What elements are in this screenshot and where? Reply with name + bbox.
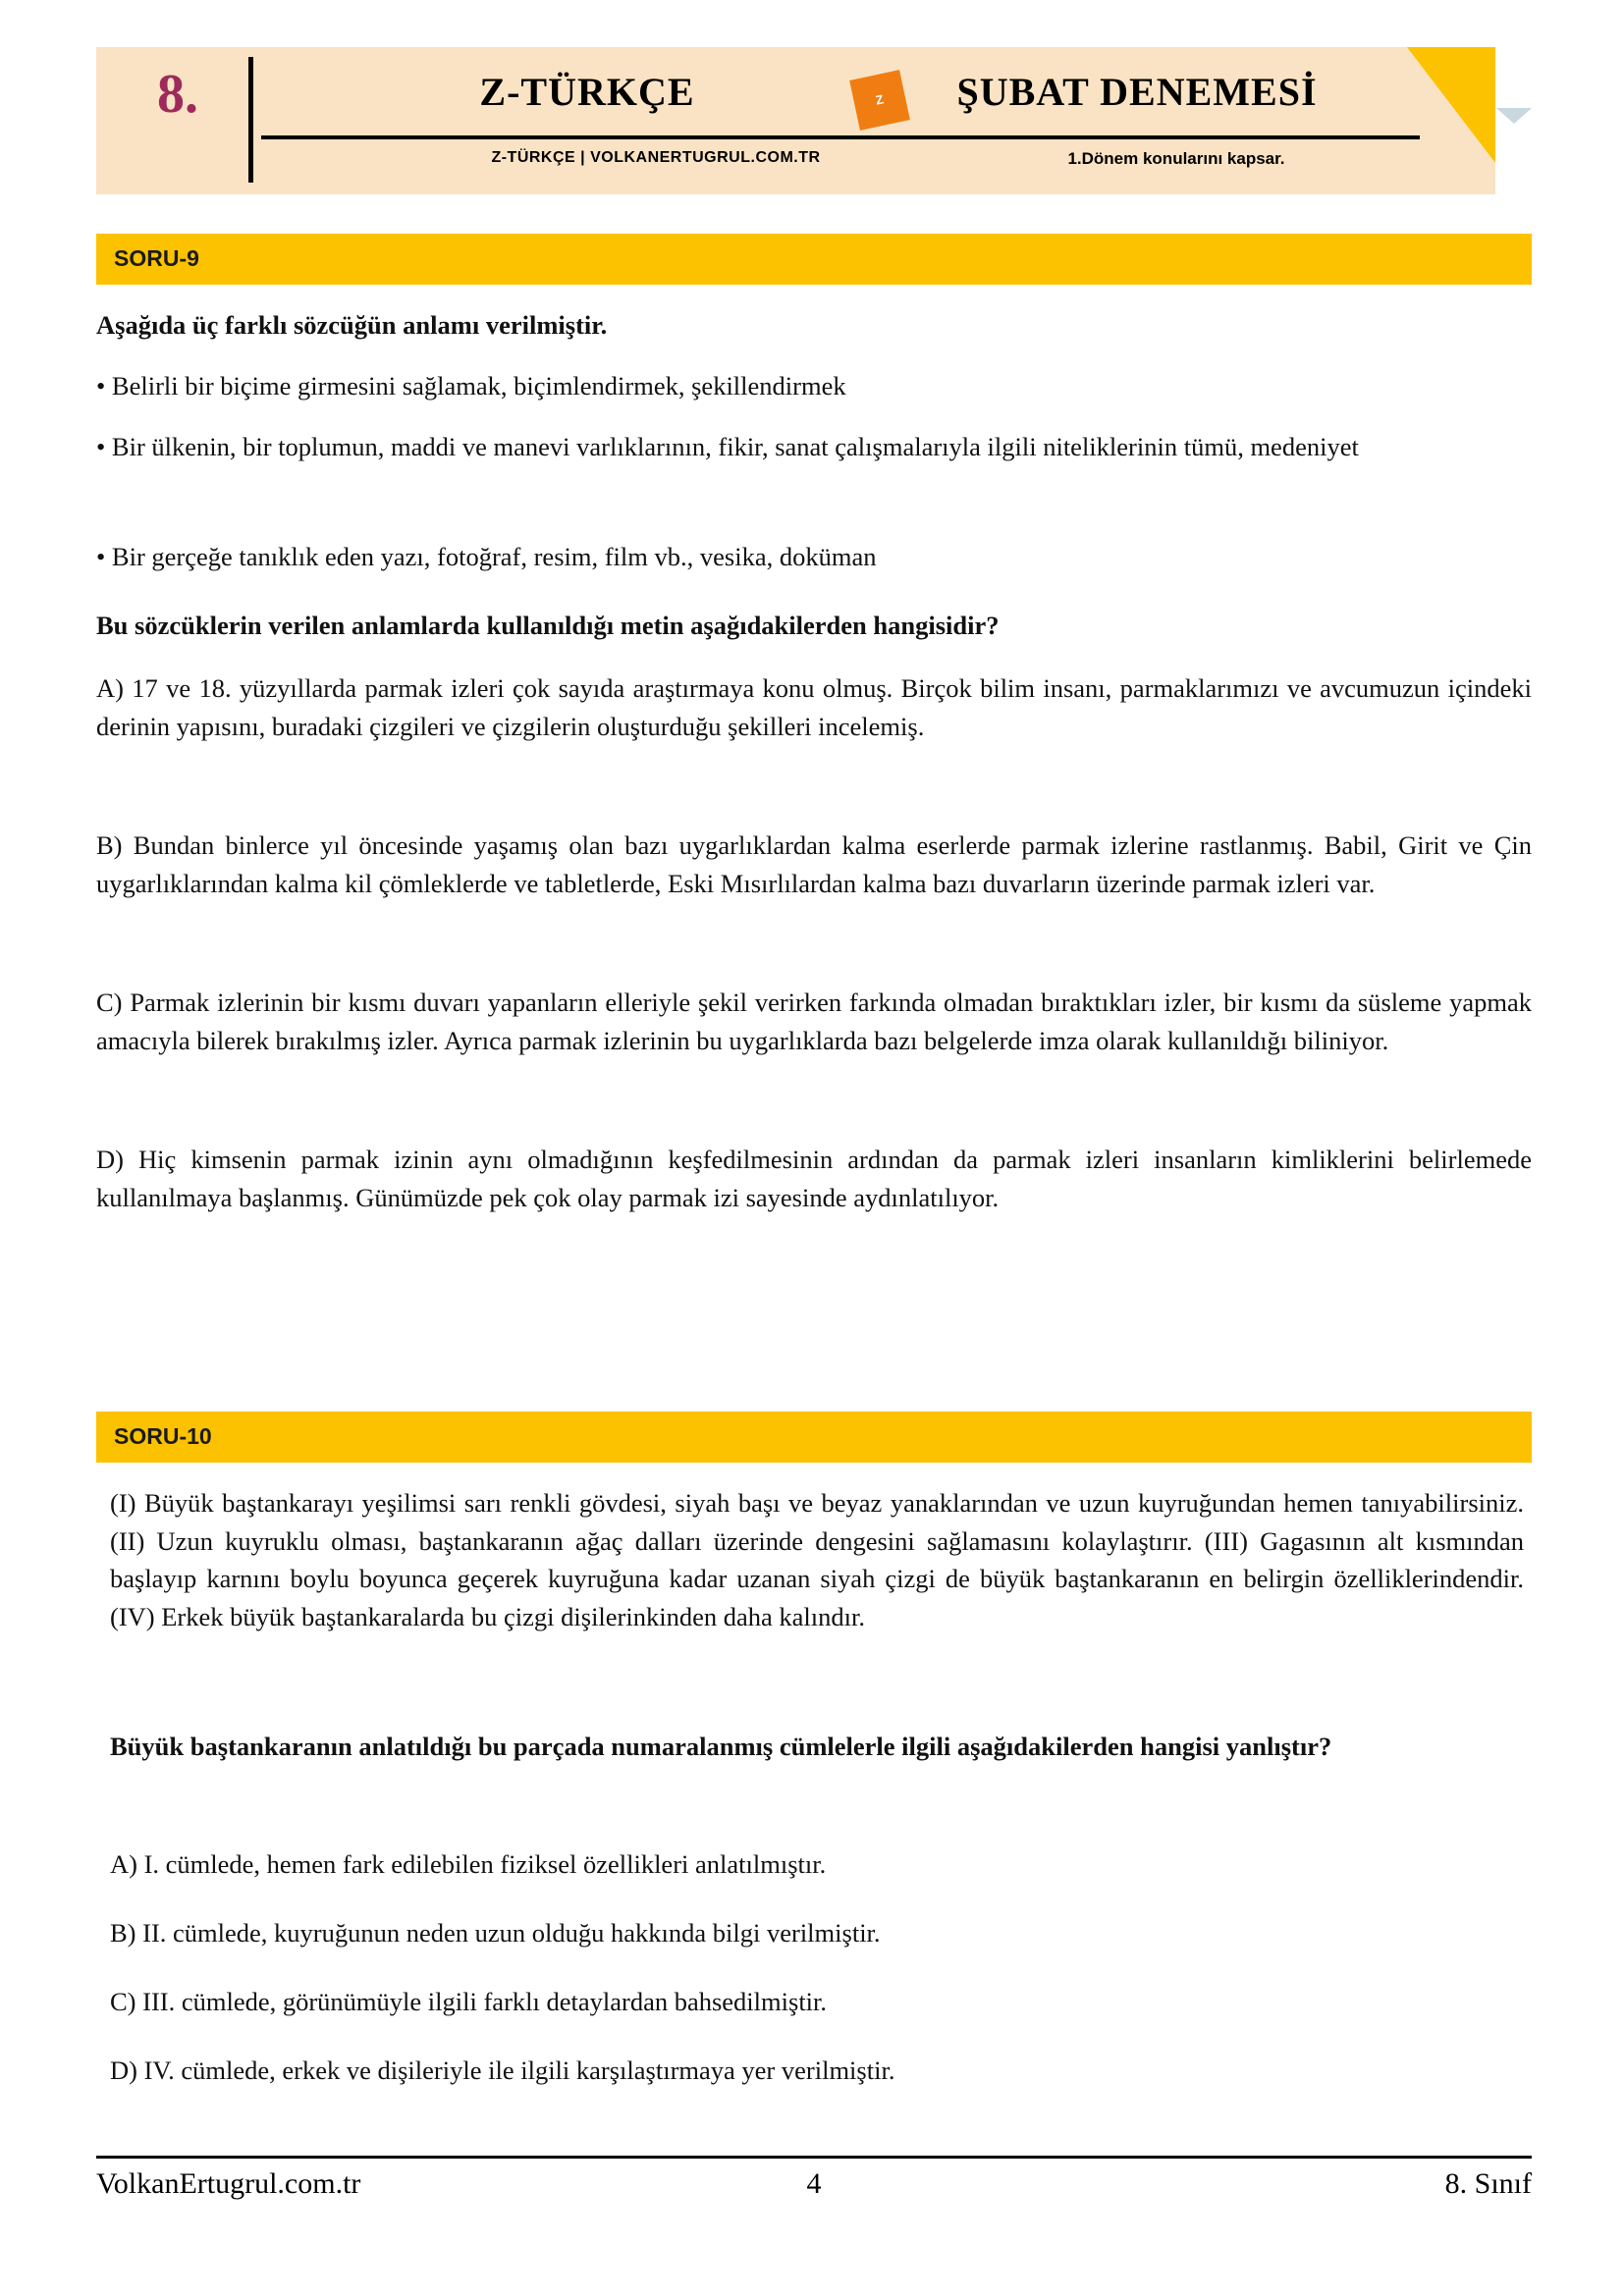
question-9-bullet-1: • Belirli bir biçime girmesini sağlamak, biçimlendirmek, şekillendirmek: [96, 371, 846, 400]
header-rule: [261, 135, 1420, 139]
header-subtitle-left: Z-TÜRKÇE | VOLKANERTUGRUL.COM.TR: [491, 149, 821, 166]
question-10-passage: (I) Büyük baştankarayı yeşilimsi sarı renkli gövdesi, siyah başı ve beyaz yanaklarından ve uzun kuyruğundan hemen tanıyabilirsiniz. (II) Uzun kuyruklu olması, baştankaranın ağaç dalları üzerinde dengesini sağlamasını kolaylaştırır. (III) Gagasının alt kısmından başlayıp karnını boylu boyunca geçerek kuyruğuna kadar uzanan siyah çizgi de büyük baştankaranın en belirgin özelliklerindendir. (IV) Erkek büyük baştankaralarda bu çizgi dişilerinkinden daha kalındır.: [110, 1488, 1524, 1632]
question-10-banner: [96, 1412, 1532, 1463]
question-10-option-c[interactable]: C) III. cümlede, görünümüyle ilgili farklı detaylardan bahsedilmiştir.: [110, 1987, 828, 2016]
question-10-prompt: Büyük baştankaranın anlatıldığı bu parçada numaralanmış cümlelerle ilgili aşağıdakilerden hangisi yanlıştır?: [110, 1732, 1332, 1761]
header-subtitle-right: 1.Dönem konularını kapsar.: [1067, 149, 1285, 168]
question-9-prompt: Bu sözcüklerin verilen anlamlarda kullanıldığı metin aşağıdakilerden hangisidir?: [96, 611, 1000, 640]
question-9-bullet-3: • Bir gerçeğe tanıklık eden yazı, fotoğraf, resim, film vb., vesika, doküman: [96, 542, 877, 571]
footer-page-number: 4: [806, 2167, 822, 2200]
footer-grade: 8. Sınıf: [1444, 2167, 1532, 2200]
question-9-option-b[interactable]: B) Bundan binlerce yıl öncesinde yaşamış olan bazı uygarlıklardan kalma eserlerde parmak izlerine rastlanmış. Babil, Girit ve Çin uygarlıklarından kalma kil çömleklerde ve tabletlerde, Eski Mısırlılardan kalma bazı duvarların üzerinde parmak izleri var.: [96, 830, 1532, 898]
question-9-option-d[interactable]: D) Hiç kimsenin parmak izinin aynı olmadığının keşfedilmesinin ardından da parmak izleri insanların kimliklerini belirlemede kullanılmaya başlanmış. Günümüzde pek çok olay parmak izi sayesinde aydınlatılıyor.: [96, 1145, 1532, 1212]
question-9-bullet-2: • Bir ülkenin, bir toplumun, maddi ve manevi varlıklarının, fikir, sanat çalışmalarıyla ilgili niteliklerinin tümü, medeniyet: [96, 432, 1359, 461]
header-title-left: Z-TÜRKÇE: [479, 70, 695, 114]
header-corner-triangle-icon: [1407, 47, 1495, 163]
footer-divider: [96, 2156, 1532, 2159]
question-9-option-c[interactable]: C) Parmak izlerinin bir kısmı duvarı yapanların elleriyle şekil verirken farkında olmadan bıraktıkları izler, bir kısmı da süsleme yapmak amacıyla bilerek bırakılmış izler. Ayrıca parmak izlerinin bu uygarlıklarda bazı belgelerde imza olarak kullanıldığı biliniyor.: [96, 988, 1532, 1055]
question-10-option-a[interactable]: A) I. cümlede, hemen fark edilebilen fiziksel özellikleri anlatılmıştır.: [110, 1849, 827, 1879]
header-divider: [248, 57, 253, 183]
page-header: [96, 47, 1532, 194]
question-9-label: SORU-9: [114, 245, 199, 271]
header-side-marker-icon: [1496, 108, 1532, 124]
question-9-banner: [96, 234, 1532, 285]
header-title-right: ŞUBAT DENEMESİ: [956, 70, 1318, 114]
question-10-label: SORU-10: [114, 1423, 212, 1449]
question-10-option-d[interactable]: D) IV. cümlede, erkek ve dişileriyle ile ilgili karşılaştırmaya yer verilmiştir.: [110, 2056, 895, 2085]
grade-number: 8.: [157, 64, 198, 125]
brand-logo-icon: Z: [849, 70, 910, 131]
question-10-option-b[interactable]: B) II. cümlede, kuyruğunun neden uzun olduğu hakkında bilgi verilmiştir.: [110, 1918, 881, 1948]
footer-site: VolkanErtugrul.com.tr: [96, 2167, 361, 2200]
question-9-option-a[interactable]: A) 17 ve 18. yüzyıllarda parmak izleri çok sayıda araştırmaya konu olmuş. Birçok bilim insanı, parmaklarımızı ve avcumuzun içindeki derinin yapısını, buradaki çizgileri ve çizgilerin oluşturduğu şekilleri incelemiş.: [96, 673, 1532, 741]
question-9-intro: Aşağıda üç farklı sözcüğün anlamı verilmiştir.: [96, 310, 608, 340]
